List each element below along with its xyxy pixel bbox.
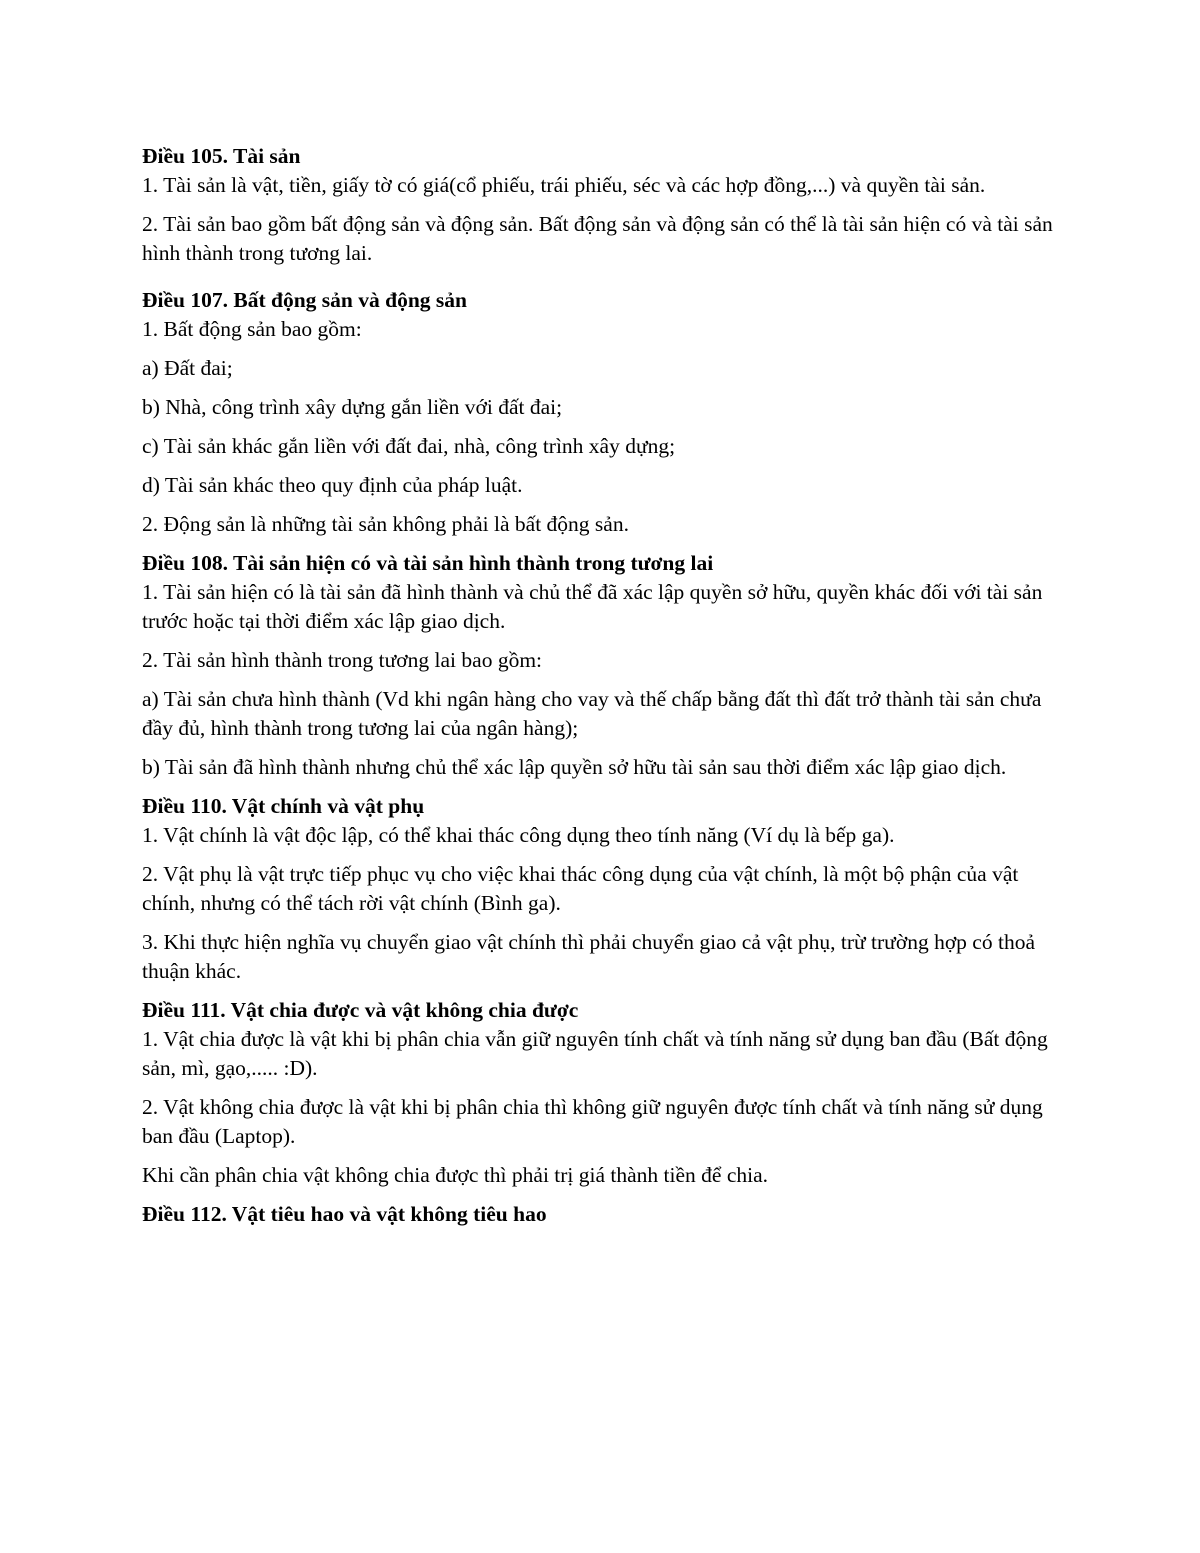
section-heading-111: Điều 111. Vật chia được và vật không chia được: [142, 998, 579, 1022]
paragraph: 1. Vật chính là vật độc lập, có thể khai thác công dụng theo tính năng (Ví dụ là bếp ga).: [142, 823, 895, 847]
paragraph: Khi cần phân chia vật không chia được thì phải trị giá thành tiền để chia.: [142, 1163, 769, 1187]
section-heading-108: Điều 108. Tài sản hiện có và tài sản hình thành trong tương lai: [142, 551, 714, 575]
document-page: [142, 142, 1072, 1229]
paragraph: d) Tài sản khác theo quy định của pháp luật.: [142, 473, 523, 497]
section-heading-105: Điều 105. Tài sản: [142, 144, 301, 168]
paragraph: 3. Khi thực hiện nghĩa vụ chuyển giao vật chính thì phải chuyển giao cả vật phụ, trừ trường hợp có thoả thuận khác.: [142, 930, 1035, 983]
paragraph: 1. Bất động sản bao gồm:: [142, 317, 362, 341]
paragraph: 2. Tài sản hình thành trong tương lai bao gồm:: [142, 648, 543, 672]
paragraph: 1. Vật chia được là vật khi bị phân chia vẫn giữ nguyên tính chất và tính năng sử dụng ban đầu (Bất động sản, mì, gạo,..... :D).: [142, 1027, 1048, 1080]
paragraph: 2. Vật phụ là vật trực tiếp phục vụ cho việc khai thác công dụng của vật chính, là một bộ phận của vật chính, nhưng có thể tách rời vật chính (Bình ga).: [142, 862, 1019, 915]
paragraph: 2. Vật không chia được là vật khi bị phân chia thì không giữ nguyên được tính chất và tính năng sử dụng ban đầu (Laptop).: [142, 1095, 1043, 1148]
paragraph: b) Tài sản đã hình thành nhưng chủ thể xác lập quyền sở hữu tài sản sau thời điểm xác lập giao dịch.: [142, 755, 1007, 779]
paragraph: 1. Tài sản hiện có là tài sản đã hình thành và chủ thể đã xác lập quyền sở hữu, quyền khác đối với tài sản trước hoặc tại thời điểm xác lập giao dịch.: [142, 580, 1043, 633]
paragraph: a) Tài sản chưa hình thành (Vd khi ngân hàng cho vay và thế chấp bằng đất thì đất trở thành tài sản chưa đầy đủ, hình thành trong tương lai của ngân hàng);: [142, 687, 1042, 740]
paragraph: b) Nhà, công trình xây dựng gắn liền với đất đai;: [142, 395, 563, 419]
paragraph: 2. Tài sản bao gồm bất động sản và động sản. Bất động sản và động sản có thể là tài sản hiện có và tài sản hình thành trong tương lai.: [142, 212, 1053, 265]
paragraph: c) Tài sản khác gắn liền với đất đai, nhà, công trình xây dựng;: [142, 434, 676, 458]
section-heading-110: Điều 110. Vật chính và vật phụ: [142, 794, 425, 818]
paragraph: 1. Tài sản là vật, tiền, giấy tờ có giá(cổ phiếu, trái phiếu, séc và các hợp đồng,...) và quyền tài sản.: [142, 173, 986, 197]
section-heading-112: Điều 112. Vật tiêu hao và vật không tiêu hao: [142, 1202, 547, 1226]
paragraph: 2. Động sản là những tài sản không phải là bất động sản.: [142, 512, 629, 536]
section-heading-107: Điều 107. Bất động sản và động sản: [142, 288, 467, 312]
paragraph: a) Đất đai;: [142, 356, 233, 380]
